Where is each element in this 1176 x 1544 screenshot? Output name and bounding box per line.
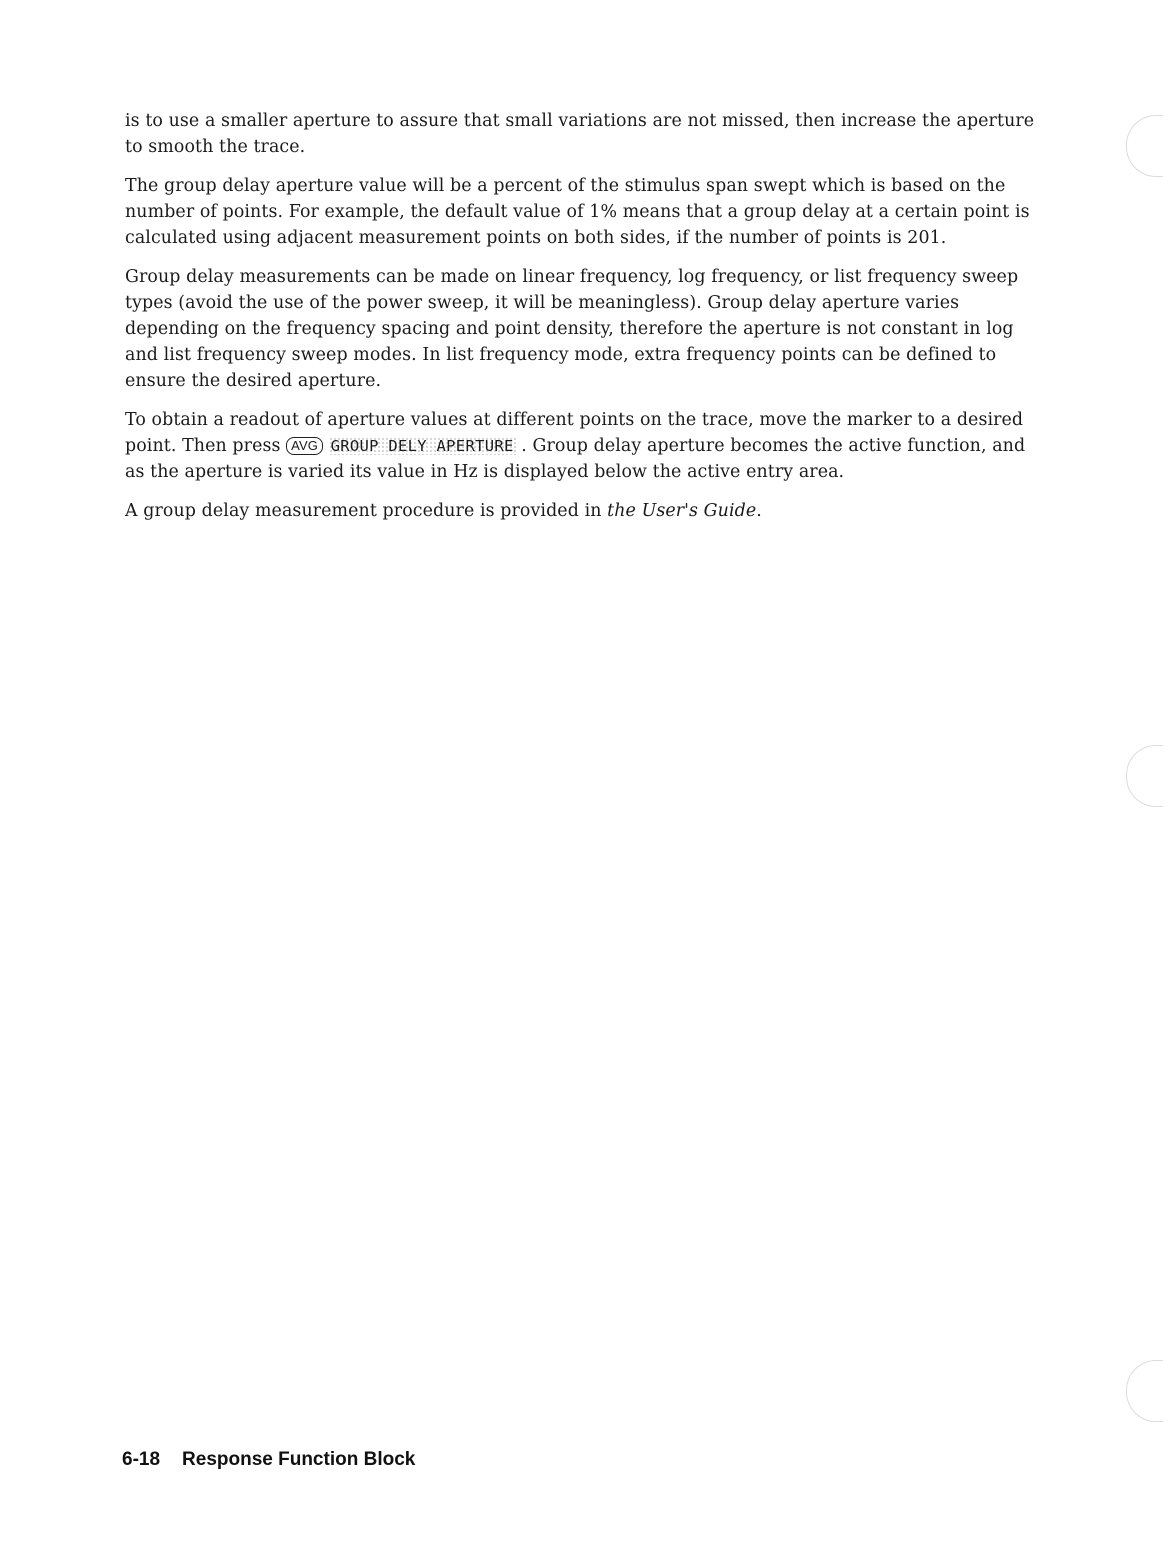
paragraph-sweep-types: Group delay measurements can be made on linear frequency, log frequency, or list frequency sweep types (avoid the use of the power sweep, it will be meaningless). Group delay aperture varies depending on the frequency spacing and point density, therefore the aperture is not constant in log and list frequency sweep modes. In list frequency mode, extra frequency points can be defined to ensure the desired aperture. [125, 267, 1019, 391]
page-number: 6-18 [122, 1449, 161, 1470]
paragraph-aperture-intro: is to use a smaller aperture to assure that small variations are not missed, then increase the aperture to smooth the trace. [125, 111, 1035, 157]
document-body [125, 108, 1040, 537]
users-guide-title: the User's Guide [607, 501, 757, 521]
group-dely-aperture-softkey: GROUP DELY APERTURE [330, 437, 514, 455]
paragraph-readout [125, 407, 1040, 485]
paragraph-aperture-percent: The group delay aperture value will be a percent of the stimulus span swept which is based on the number of points. For example, the default value of 1% means that a group delay at a certain point is calculated using adjacent measurement points on both sides, if the number of points is 201. [125, 176, 1030, 248]
avg-hardkey: AVG [286, 437, 323, 455]
page-footer [122, 1449, 415, 1471]
paragraph-procedure-reference [125, 498, 1040, 524]
procedure-text: A group delay measurement procedure is provided in [125, 501, 608, 521]
procedure-end: . [756, 501, 762, 521]
readout-text-before: To obtain a readout of aperture values at different points on the trace, move the marker to a desired point. Then press [125, 410, 1024, 456]
binder-hole-mark-middle [1126, 745, 1163, 807]
readout-text-after: . Group delay aperture becomes the active function, and as the aperture is varied its value in Hz is displayed below the active entry area. [125, 436, 1026, 482]
section-title: Response Function Block [182, 1449, 416, 1470]
binder-hole-mark-top [1126, 115, 1163, 177]
binder-hole-mark-bottom [1126, 1360, 1163, 1422]
